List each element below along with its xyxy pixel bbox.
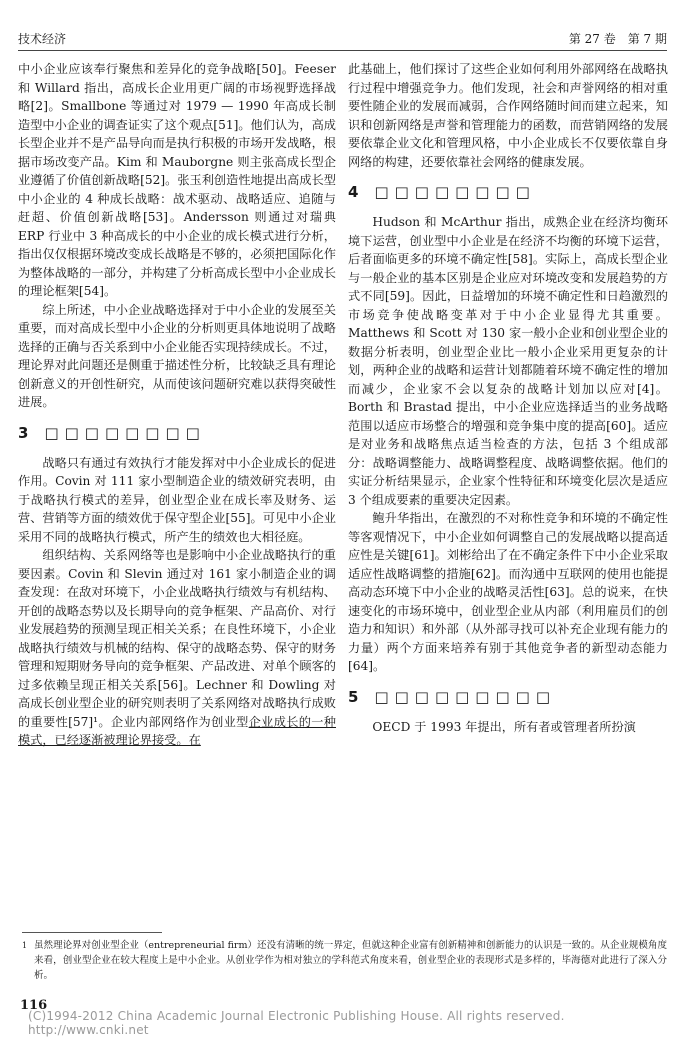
left-column bbox=[18, 60, 336, 750]
right-column bbox=[348, 60, 668, 736]
footnote-text: 虽然理论界对创业型企业（entrepreneurial firm）还没有清晰的统一界定，但就这种企业富有创新精神和创新能力的认识是一致的。从企业规模角度来看，创业型企业在较大程度上是中小企业。从创业学作为相对独立的学科范式角度来看，创业型企业的表现形式是多样的，毕海德对此进行了深入分析。 bbox=[34, 940, 667, 981]
footnote bbox=[22, 938, 667, 983]
page-number: 116 bbox=[20, 998, 48, 1013]
section-4-heading bbox=[348, 181, 668, 203]
right-paragraph-3: 鲍升华指出，在激烈的不对称性竞争和环境的不确定性等客观情况下，中小企业如何调整自己的发展战略以提高适应性是关键[61]。刘彬给出了在不确定条件下中小企业采取适应性战略调整的措施[62]。而沟通中互联网的使用也能提高动态环境下中小企业的战略灵活性[63]。总的说来，在快速变化的市场环境中，创业型企业从内部（利用雇员们的创造力和知识）和外部（从外部寻找可以补充企业现有能力的力量）两个方面来培养有别于其他竞争者的新型动态能力[64]。 bbox=[348, 511, 668, 673]
section-4-number: 4 bbox=[348, 183, 361, 201]
section-3-number: 3 bbox=[18, 423, 31, 442]
issue-info: 第 27 卷 第 7 期 bbox=[568, 32, 667, 46]
footnote-mark: 1 bbox=[22, 941, 28, 950]
header-rule bbox=[18, 50, 667, 51]
running-header bbox=[18, 30, 667, 48]
right-paragraph-4: OECD 于 1993 年提出，所有者或管理者所扮演 bbox=[372, 719, 636, 734]
section-4-title: □□□□□□□□ bbox=[374, 183, 536, 201]
right-paragraph-2: Hudson 和 McArthur 指出，成熟企业在经济均衡环境下运营，创业型中小企业是在经济不均衡的环境下运营，后者面临更多的环境不确定性[58]。实际上，高成长型企业与一般企业的基本区别是企业应对环境改变和发展趋势的方式不同[59]。因此，日益增加的环境不确定性和日趋激烈的市场竞争使战略变革对于中小企业显得尤其重要。Matthews 和 Scott 对 130 家一般小企业和创业型企业的数据分析表明，创业型企业比一般小企业采用更复杂的计划，两种企业的战略和运营计划都随着环境不确定性的增加而减少，企业家不会以复杂的战略计划加以应对[4]。Borth 和 Brastad 提出，中小企业应选择适当的业务战略范围以适应市场整合的增强和竞争集中度的提高[60]。适应是对业务和战略焦点适当检查的方法，包括 3 个组成部分：战略调整能力、战略调整程度、战略调整依据。他们的实证分析结果显示，企业家个性特征和环境变化层次是适应 3 个组成要素的重要决定因素。 bbox=[348, 215, 668, 507]
left-paragraph-4-body: 组织结构、关系网络等也是影响中小企业战略执行的重要因素。Covin 和 Slevin 通过对 161 家小制造企业的调查发现：在敌对环境下，小企业战略执行绩效与有机结构、开创的战略态势以及长期导向的竞争框架、产品高价、对行业发展趋势的预测呈现正相关关系；在良性环境下，小企业战略执行绩效与机械的结构、保守的战略态势、保守的财务管理和短期财务导向的竞争框架、产品改进、对单个顾客的过多依赖呈现正相关关系[56]。Lechner 和 Dowling 对高成长创业型企业的研究则表明了关系网络对战略执行成败的重要性[57]¹。企业内部网络作为创业型 bbox=[18, 548, 336, 729]
left-paragraph-2: 综上所述，中小企业战略选择对于中小企业的发展至关重要，而对高成长型中小企业的分析则更具体地说明了战略选择的正确与否关系到中小企业能否实现持续成长。不过，理论界对此问题还是侧重于描述性分析，比较缺乏具有理论创新意义的开创性研究，从而使该问题研究难以获得突破性进展。 bbox=[18, 302, 336, 409]
left-paragraph-4 bbox=[18, 546, 336, 750]
section-5-heading bbox=[348, 686, 668, 708]
left-paragraph-4-tail: 企业成长的一种模式，已经逐渐被理论界接受。在 bbox=[18, 714, 336, 747]
left-paragraph-3: 战略只有通过有效执行才能发挥对中小企业成长的促进作用。Covin 对 111 家小型制造企业的绩效研究表明，由于战略执行模式的差异，创业型企业在成长率及财务、运营、营销等方面的绩效优于保守型企业[55]。可见中小企业采用不同的战略执行模式，所产生的绩效也大相径庭。 bbox=[18, 455, 336, 544]
right-paragraph-1: 此基础上，他们探讨了这些企业如何利用外部网络在战略执行过程中增强竞争力。他们发现，社会和声誉网络的相对重要性随企业的发展而减弱，合作网络随时间而建立起来，知识和创新网络是声誉和管理能力的函数，而营销网络的发展要依靠企业文化和管理风格，中小企业成长不仅要依靠自身网络的构建，还要依靠社会网络的健康发展。 bbox=[348, 62, 668, 169]
journal-name: 技术经济 bbox=[18, 32, 67, 46]
section-3-heading bbox=[18, 422, 336, 444]
copyright-watermark: (C)1994-2012 China Academic Journal Electronic Publishing House. All rights reserved. http://www.cnki.net bbox=[28, 1009, 565, 1037]
left-paragraph-1: 中小企业应该奉行聚焦和差异化的竞争战略[50]。Feeser 和 Willard 指出，高成长企业用更广阔的市场视野选择战略[2]。Smallbone 等通过对 1979 — 1990 年高成长制造型中小企业的调查证实了这个观点[51]。他们认为，高成长型企业并不是产品导向而是执行积极的市场开发战略，根据市场改变产品。Kim 和 Mauborgne 则主张高成长型企业遵循了价值创新战略[52]。张玉利创造性地提出高成长型中小企业的 4 种成长战略：战术驱动、战略适应、追随与赶超、价值创新战略[53]。Andersson 则通过对瑞典 ERP 行业中 3 种高成长的中小企业的成长模式进行分析，指出仅仅根据环境改变成长战略是不够的，必须把国际化作为整体战略的一部分，并构建了分析高成长型中小企业成长的理论框架[54]。 bbox=[18, 62, 336, 298]
section-3-title: □□□□□□□□ bbox=[44, 423, 206, 442]
section-5-title: □□□□□□□□□ bbox=[374, 687, 556, 706]
section-5-number: 5 bbox=[348, 687, 361, 706]
footnote-rule bbox=[22, 932, 162, 933]
